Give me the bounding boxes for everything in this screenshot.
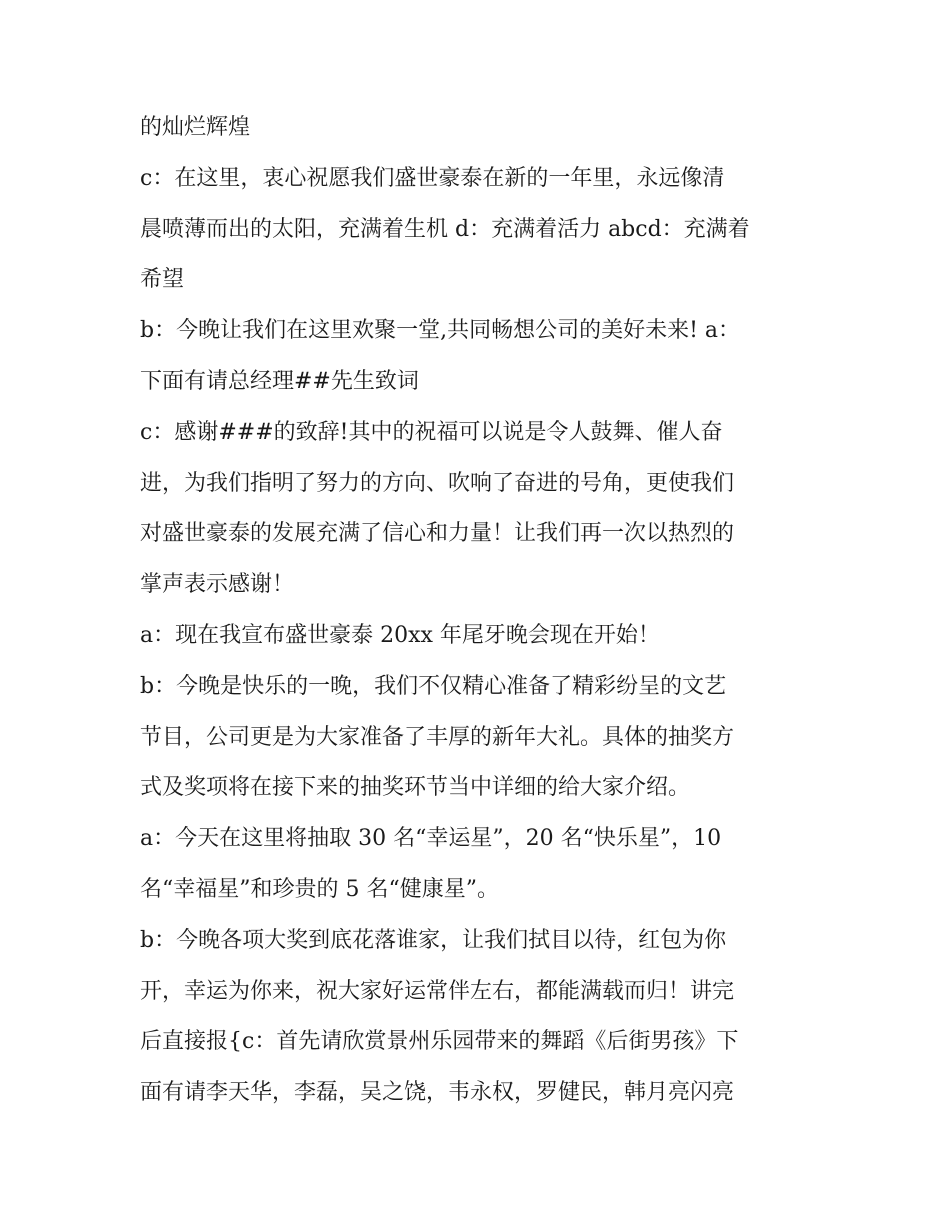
text-line: 节目，公司更是为大家准备了丰厚的新年大礼。具体的抽奖方 (140, 724, 735, 750)
text-line: 希望 (140, 267, 185, 293)
text-line: a：今天在这里将抽取 30 名“幸运星”，20 名“快乐星”，10 (140, 826, 722, 852)
text-line: 下面有请总经理##先生致词 (140, 368, 419, 394)
text-line: 对盛世豪泰的发展充满了信心和力量！让我们再一次以热烈的 (140, 521, 735, 547)
text-line: b：今晚让我们在这里欢聚一堂,共同畅想公司的美好未来! a： (140, 318, 741, 344)
text-line: 掌声表示感谢！ (140, 572, 295, 598)
text-line: c：在这里，衷心祝愿我们盛世豪泰在新的一年里，永远像清 (140, 165, 725, 191)
text-line: 晨喷薄而出的太阳，充满着生机 d：充满着活力 abcd：充满着 (140, 216, 750, 242)
text-line: 名“幸福星”和珍贵的 5 名“健康星”。 (140, 876, 499, 902)
text-line: 后直接报{c：首先请欣赏景州乐园带来的舞蹈《后街男孩》下 (140, 1029, 739, 1055)
text-line: 面有请李天华，李磊，吴之饶，韦永权，罗健民，韩月亮闪亮 (140, 1080, 735, 1106)
text-line: b：今晚各项大奖到底花落谁家，让我们拭目以待，红包为你 (140, 927, 727, 953)
text-line: 式及奖项将在接下来的抽奖环节当中详细的给大家介绍。 (140, 775, 691, 801)
text-line: a：现在我宣布盛世豪泰 20xx 年尾牙晚会现在开始！ (140, 622, 660, 648)
document-body (140, 106, 830, 1122)
text-line: 的灿烂辉煌 (140, 115, 251, 140)
text-line: c：感谢###的致辞!其中的祝福可以说是令人鼓舞、催人奋 (140, 419, 723, 445)
text-line: b：今晚是快乐的一晚，我们不仅精心准备了精彩纷呈的文艺 (140, 673, 727, 699)
text-line: 进，为我们指明了努力的方向、吹响了奋进的号角，更使我们 (140, 470, 735, 496)
text-line: 开，幸运为你来，祝大家好运常伴左右，都能满载而归！讲完 (140, 978, 735, 1004)
